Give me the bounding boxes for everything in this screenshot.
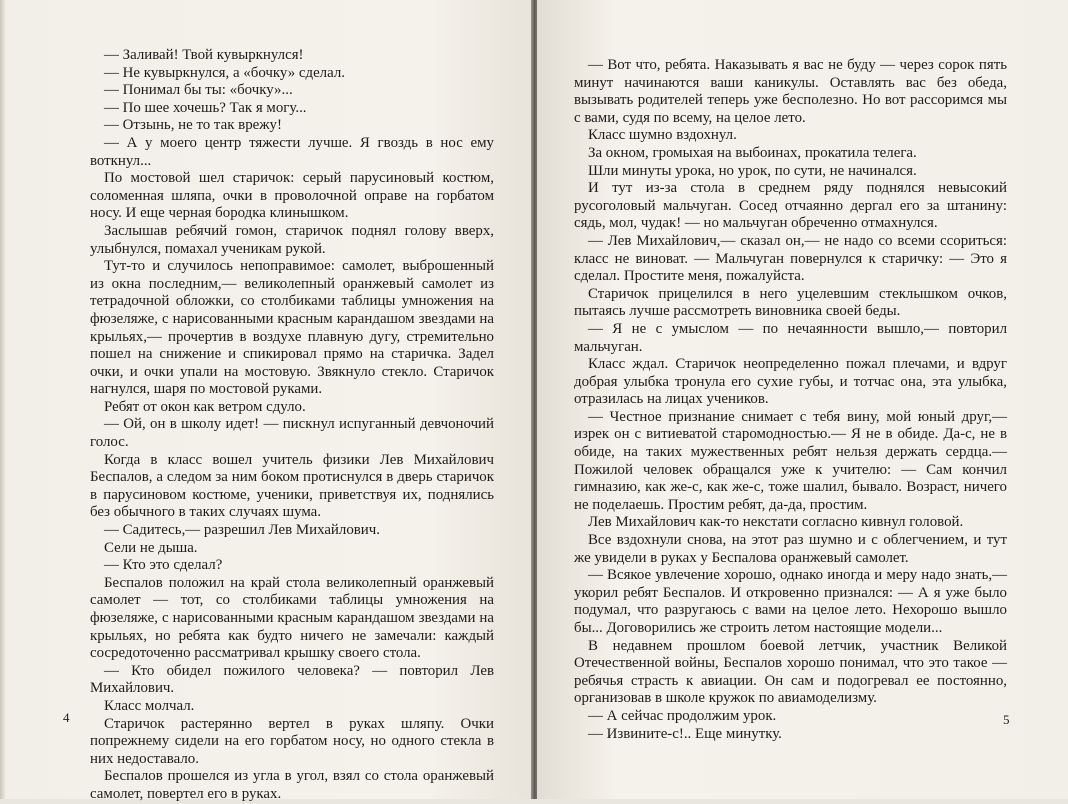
paragraph: Класс ждал. Старичок неопределенно пожал плечами, и вдруг добрая улыбка тронула его сухие губы, и тотчас она, эта улыбка, отразилась на лицах учеников.	[574, 356, 1007, 408]
paragraph: — Кто обидел пожилого человека? — повторил Лев Михайлович.	[90, 662, 494, 697]
paragraph: — Я не с умыслом — по нечаянности вышло,— повторил мальчуган.	[574, 320, 1007, 355]
paragraph: — Честное признание снимает с тебя вину, мой юный друг,— изрек он с витиеватой старомодностью.— Я не в обиде. Да-с, не в обиде, на таких мужественных ребят нельзя держать сердца.— Пожилой человек обращался уже к учителю: — Сам кончил гимназию, как же-с, как же-с, тоже шалил, бывало. Возраст, ничего не поделаешь. Простим ребят, да-да, простим.	[574, 408, 1007, 513]
left-page-text	[90, 47, 494, 804]
paragraph: — Понимал бы ты: «бочку»...	[104, 82, 293, 99]
right-page-text	[574, 57, 1007, 743]
page-edge-shadow	[0, 0, 6, 799]
paragraph: Ребят от окон как ветром сдуло.	[104, 398, 306, 415]
left-page	[0, 0, 533, 802]
paragraph: Заслышав ребячий гомон, старичок поднял голову вверх, улыбнулся, помахал ученикам рукой.	[90, 222, 494, 257]
page-number: 5	[1003, 712, 1010, 727]
paragraph: — По шее хочешь? Так я могу...	[104, 99, 307, 116]
paragraph: Старичок растерянно вертел в руках шляпу. Очки попрежнему сидели на его горбатом носу, но одного стекла в них недоставало.	[90, 715, 494, 767]
paragraph: — Вот что, ребята. Наказывать я вас не буду — через сорок пять минут начинаются ваши каникулы. Оставлять вас без обеда, вызывать родителей теперь уже бесполезно. Но вот рассоримся мы с вами, судя по всему, на целое лето.	[574, 57, 1007, 126]
paragraph: — Ой, он в школу идет! — пискнул испуганный девчоночий голос.	[90, 416, 494, 451]
paragraph: — Всякое увлечение хорошо, однако иногда и меру надо знать,— укорил ребят Беспалов. И откровенно признался: — А я уже было подумал, что разругаюсь с вами на целое лето. Нехорошо вышло бы... Договорились же строить летом настоящие модели...	[574, 567, 1007, 636]
paragraph: Лев Михайлович как-то некстати согласно кивнул головой.	[588, 514, 964, 531]
paragraph: Беспалов положил на край стола великолепный оранжевый самолет — тот, со столбиками таблицы умножения на фюзеляже, с нарисованными красным карандашом звездами на крыльях, но ребята как будто ничего не замечали: каждый сосредоточенно рассматривал крышку своего стола.	[90, 574, 494, 662]
paragraph: Сели не дыша.	[104, 539, 198, 556]
paragraph: В недавнем прошлом боевой летчик, участник Великой Отечественной войны, Беспалов хорошо понимал, что это такое — ребячья страсть к авиации. Он сам и подогревал ее постоянно, организовав в школе кружок по авиамоделизму.	[574, 637, 1007, 707]
paragraph: — А у моего центр тяжести лучше. Я гвоздь в нос ему воткнул...	[90, 134, 494, 169]
paragraph: — Кто это сделал?	[104, 557, 223, 574]
paragraph: — Не кувыркнулся, а «бочку» сделал.	[104, 64, 346, 81]
paragraph: И тут из-за стола в среднем ряду поднялся невысокий русоголовый мальчуган. Сосед отчаянно дергал его за штанину: сядь, мол, чудак! — но мальчуган обреченно отмахнулся.	[574, 180, 1007, 232]
paragraph: — Отзынь, не то так врежу!	[104, 117, 282, 134]
paragraph: Старичок прицелился в него уцелевшим стеклышком очков, пытаясь лучше рассмотреть виновника своей беды.	[574, 285, 1007, 320]
paragraph: — Садитесь,— разрешил Лев Михайлович.	[104, 522, 380, 539]
page-number: 4	[63, 710, 70, 725]
paragraph: Все вздохнули снова, на этот раз шумно и с облегчением, и тут же увидели в руках у Беспалова оранжевый самолет.	[574, 532, 1007, 566]
paragraph: — А сейчас продолжим урок.	[588, 707, 777, 724]
paragraph: Беспалов прошелся из угла в угол, взял со стола оранжевый самолет, повертел его в руках.	[90, 768, 494, 802]
paragraph: — Заливай! Твой кувыркнулся!	[104, 47, 304, 63]
paragraph: Когда в класс вошел учитель физики Лев Михайлович Беспалов, а следом за ним боком протиснулся в дверь старичок в парусиновом костюме, ученики, приветствуя их, поднялись без обычного в таких случаях шума.	[90, 451, 494, 521]
paragraph: По мостовой шел старичок: серый парусиновый костюм, соломенная шляпа, очки в проволочной оправе на горбатом носу. И еще черная бородка клинышком.	[90, 170, 494, 222]
paragraph: За окном, громыхая на выбоинах, прокатила телега.	[588, 144, 917, 161]
paragraph: Тут-то и случилось непоправимое: самолет, выброшенный из окна последним,— великолепный оранжевый самолет из тетрадочной обложки, со столбиками таблицы умножения на фюзеляже, с нарисованными красным карандашом звездами на крыльях,— прочертив в воздухе плавную дугу, стремительно пошел на снижение и спикировал прямо на старичка. Задел очки, и очки упали на мостовую. Звякнуло стекло. Старичок нагнулся, шаря по мостовой руками.	[90, 258, 494, 398]
paragraph: Класс молчал.	[104, 697, 195, 714]
paragraph: Класс шумно вздохнул.	[588, 127, 737, 144]
paragraph: — Лев Михайлович,— сказал он,— не надо со всеми ссориться: класс не виноват. — Мальчуган повернулся к старичку: — Это я сделал. Простите меня, пожалуйста.	[574, 232, 1007, 285]
paragraph: Шли минуты урока, но урок, по сути, не начинался.	[588, 162, 917, 179]
right-page	[537, 0, 1068, 799]
paragraph: — Извините-с!.. Еще минутку.	[588, 725, 782, 742]
